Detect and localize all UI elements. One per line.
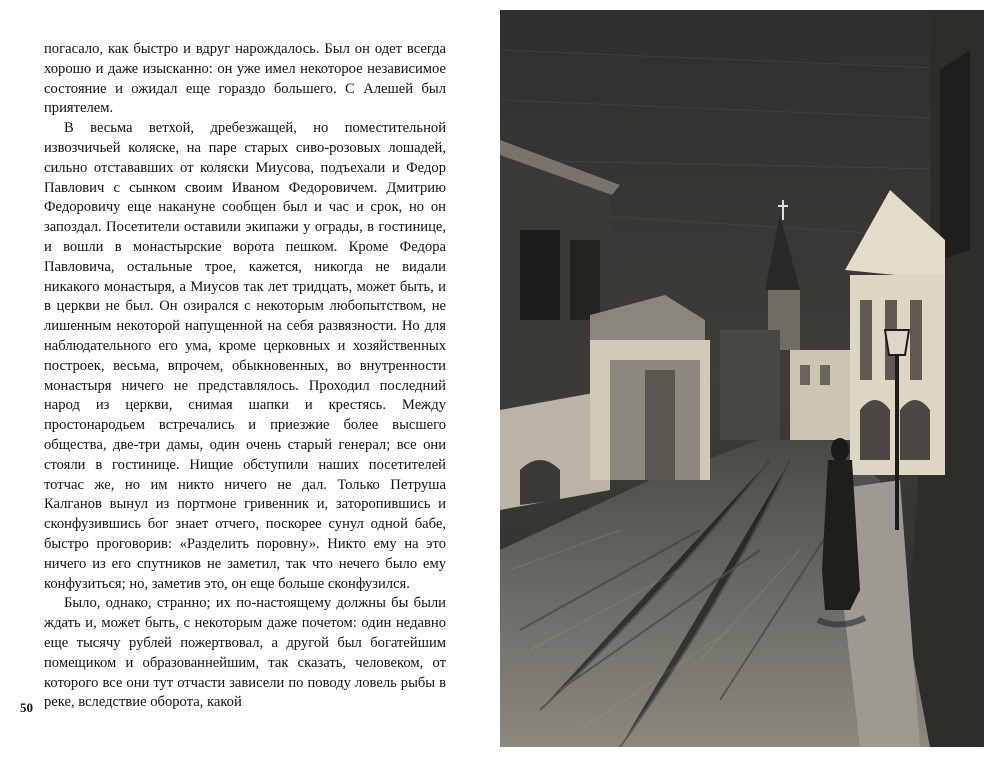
paragraph: Было, однако, странно; их по-настоящему должны бы были ждать и, может быть, с некоторым даже почетом: один недавно еще тысячу рублей пожертвовал, а другой был богатейшим помещиком и образованнейшим, так сказать, человеком, от которого все они тут отчасти зависели по поводу ловель рыбы в реке, вследствие оборота, какой bbox=[44, 595, 446, 711]
street-illustration bbox=[500, 10, 984, 747]
paragraph: В весьма ветхой, дребезжащей, но поместительной извозчичьей коляске, на паре старых сиво-розовых лошадей, сильно отстававших от коляски Миусова, подъехали и Федор Павлович с сынком своим Иваном Федоровичем. Дмитрию Федоровичу еще накануне сообщен был и час и срок, но он запоздал. Посетители оставили экипажи у ограды, в гостинице, и вошли в монастырские ворота пешком. Кроме Федора Павловича, остальные трое, кажется, никогда не видали никакого монастыря, а Миусов так лет тридцать, может быть, и в церкви не был. Он озирался с некоторым любопытством, не лишенным некоторой напущенной на себя развязности. Но для наблюдательного его ума, кроме церковных и хозяйственных построек, весьма, впрочем, обыкновенных, во внутренности монастыря ничего не представлялось. Проходил последний народ из церкви, снимая шапки и крестясь. Между простонародьем встречались и приезжие более высшего общества, две-три дамы, один очень старый генерал; все они стояли в гостинице. Нищие обступили наших посетителей тотчас же, но им никто ничего не дал. Только Петруша Калганов вынул из портмоне гривенник и, заторопившись и сконфузившись бог знает отчего, поскорее сунул одной бабе, быстро проговорив: «Разделить поровну». Никто ему на это ничего из его спутников не заметил, так что нечего было ему конфузиться; но, заметив это, он еще больше сконфузился. bbox=[44, 120, 446, 592]
page-number: 50 bbox=[20, 700, 33, 715]
body-text bbox=[44, 40, 446, 713]
paragraph: погасало, как быстро и вдруг нарождалось. Был он одет всегда хорошо и даже изысканно: он уже имел некоторое независимое состояние и ожидал еще гораздо большего. С Алешей был приятелем. bbox=[44, 41, 446, 117]
